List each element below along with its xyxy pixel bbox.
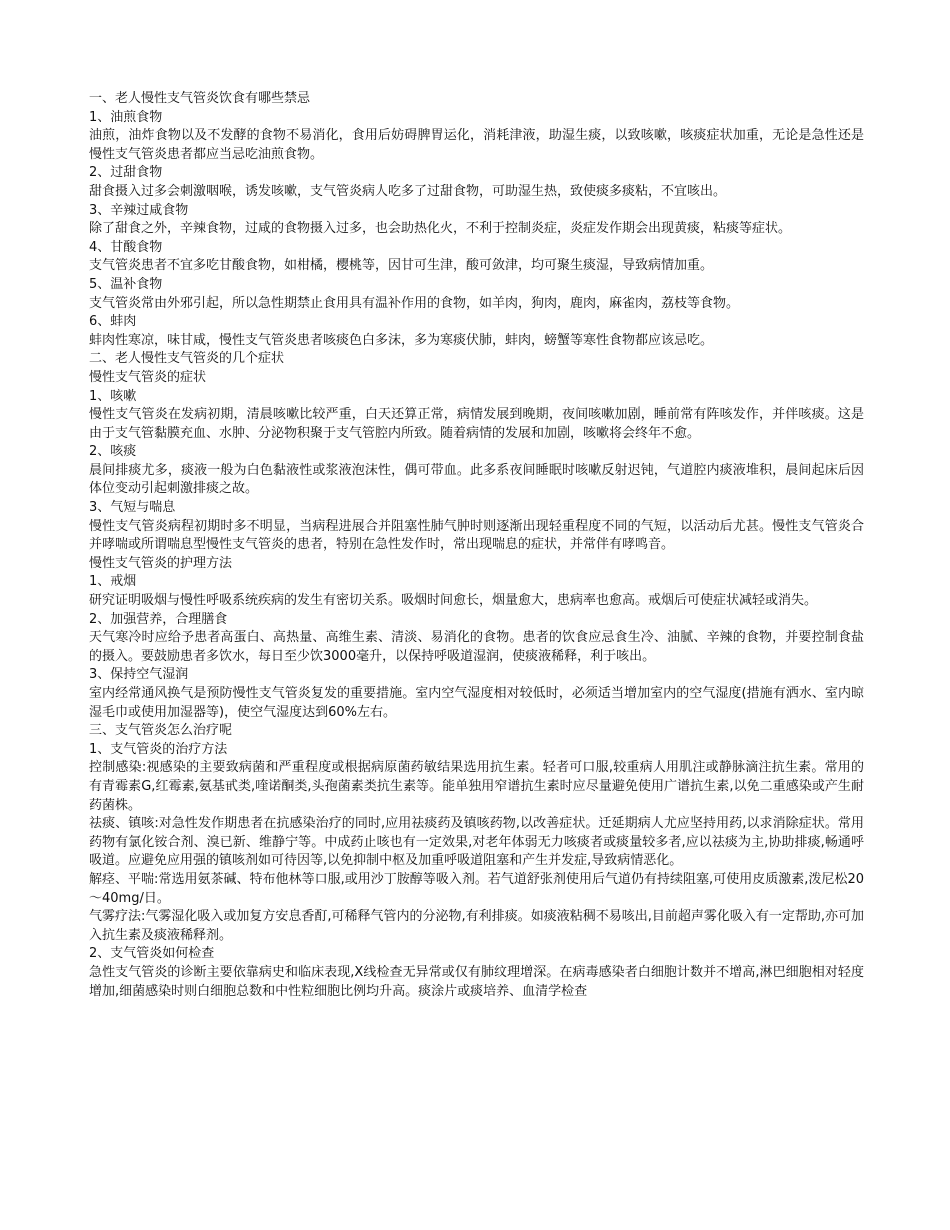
- subheading-cough: 1、咳嗽: [89, 388, 137, 404]
- heading-section-2: 二、老人慢性支气管炎的几个症状: [89, 351, 285, 367]
- paragraph-spicy-salty-food: 除了甜食之外，辛辣食物，过咸的食物摄入过多，也会助热化火，不利于控制炎症，炎症发作期会出现黄痰，粘痰等症状。: [89, 221, 792, 237]
- subheading-humidity: 3、保持空气湿润: [89, 667, 189, 683]
- subheading-shortness-of-breath: 3、气短与喘息: [89, 500, 176, 516]
- paragraph-nutrition: 天气寒冷时应给予患者高蛋白、高热量、高维生素、清淡、易消化的食物。患者的饮食应忌食生冷、油腻、辛辣的食物，并要控制食盐的摄入。要鼓励患者多饮水，每日至少饮3000毫升，以保持呼吸道湿润，使痰液稀释，利于咳出。: [89, 630, 864, 664]
- paragraph-antispasmodic: 解痉、平喘:常选用氨茶碱、特布他林等口服,或用沙丁胺醇等吸入剂。若气道舒张剂使用后气道仍有持续阻塞,可使用皮质激素,泼尼松20～40mg/日。: [89, 871, 864, 906]
- paragraph-cough: 慢性支气管炎在发病初期，清晨咳嗽比较严重，白天还算正常，病情发展到晚期，夜间咳嗽加剧，睡前常有阵咳发作，并伴咳痰。这是由于支气管黏膜充血、水肿、分泌物积聚于支气管腔内所致。随着病情的发展和加剧，咳嗽将会终年不愈。: [89, 407, 864, 441]
- subheading-warming-food: 5、温补食物: [89, 276, 163, 292]
- subheading-treatment-methods: 1、支气管炎的治疗方法: [89, 741, 228, 757]
- paragraph-sweet-food: 甜食摄入过多会刺激咽喉，诱发咳嗽，支气管炎病人吃多了过甜食物，可助湿生热，致使痰多痰粘，不宜咳出。: [89, 183, 727, 199]
- paragraph-aerosol-therapy: 气雾疗法:气雾湿化吸入或加复方安息香酊,可稀释气管内的分泌物,有利排痰。如痰液粘稠不易咳出,目前超声雾化吸入有一定帮助,亦可加入抗生素及痰液稀释剂。: [89, 909, 864, 943]
- paragraph-quit-smoking: 研究证明吸烟与慢性呼吸系统疾病的发生有密切关系。吸烟时间愈长，烟量愈大，患病率也愈高。戒烟后可使症状减轻或消失。: [89, 593, 818, 609]
- paragraph-examination: 急性支气管炎的诊断主要依靠病史和临床表现,X线检查无异常或仅有肺纹理增深。在病毒感染者白细胞计数并不增高,淋巴细胞相对轻度增加,细菌感染时则白细胞总数和中性粒细胞比例均升高。痰涂片或痰培养、血清学检查: [89, 964, 864, 999]
- subheading-nutrition: 2、加强营养，合理膳食: [89, 611, 228, 627]
- paragraph-sputum: 晨间排痰尤多，痰液一般为白色黏液性或浆液泡沫性，偶可带血。此多系夜间睡眠时咳嗽反射迟钝，气道腔内痰液堆积，晨间起床后因体位变动引起刺激排痰之故。: [89, 462, 864, 497]
- subheading-sweet-food: 2、过甜食物: [89, 165, 163, 181]
- paragraph-clam-meat: 蚌肉性寒凉，味甘咸，慢性支气管炎患者咳痰色白多沫，多为寒痰伏肺，蚌肉，螃蟹等寒性食物都应该忌吃。: [89, 332, 714, 348]
- paragraph-sweet-sour-food: 支气管炎患者不宜多吃甘酸食物，如柑橘，樱桃等，因甘可生津，酸可敛津，均可聚生痰湿，导致病情加重。: [89, 258, 714, 274]
- subheading-clam-meat: 6、蚌肉: [89, 314, 137, 330]
- paragraph-fried-food: 油煎，油炸食物以及不发酵的食物不易消化，食用后妨碍脾胃运化，消耗津液，助湿生痰，以致咳嗽，咳痰症状加重，无论是急性还是慢性支气管炎患者都应当忌吃油煎食物。: [89, 128, 864, 162]
- subheading-fried-food: 1、油煎食物: [89, 109, 163, 125]
- document-body: [89, 90, 864, 1001]
- paragraph-warming-food: 支气管炎常由外邪引起，所以急性期禁止食用具有温补作用的食物，如羊肉，狗肉，鹿肉，麻雀肉，荔枝等食物。: [89, 295, 740, 311]
- subheading-examination: 2、支气管炎如何检查: [89, 946, 215, 962]
- paragraph-infection-control: 控制感染:视感染的主要致病菌和严重程度或根据病原菌药敏结果选用抗生素。轻者可口服,较重病人用肌注或静脉滴注抗生素。常用的有青霉素G,红霉素,氨基甙类,喹诺酮类,头孢菌素类抗生素等。能单独用窄谱抗生素时应尽量避免使用广谱抗生素,以免二重感染或产生耐药菌株。: [89, 760, 864, 813]
- subheading-quit-smoking: 1、戒烟: [89, 574, 137, 590]
- subheading-sweet-sour-food: 4、甘酸食物: [89, 239, 163, 255]
- subheading-sputum: 2、咳痰: [89, 444, 137, 460]
- subheading-symptoms: 慢性支气管炎的症状: [89, 369, 207, 385]
- heading-section-3: 三、支气管炎怎么治疗呢: [89, 723, 233, 739]
- paragraph-shortness-of-breath: 慢性支气管炎病程初期时多不明显，当病程进展合并阻塞性肺气肿时则逐渐出现轻重程度不同的气短，以活动后尤甚。慢性支气管炎合并哮喘或所谓喘息型慢性支气管炎的患者，特别在急性发作时，常出现喘息的症状，并常伴有哮鸣音。: [89, 518, 864, 553]
- heading-section-1: 一、老人慢性支气管炎饮食有哪些禁忌: [89, 91, 311, 106]
- paragraph-humidity: 室内经常通风换气是预防慢性支气管炎复发的重要措施。室内空气湿度相对较低时，必须适当增加室内的空气湿度(措施有洒水、室内晾湿毛巾或使用加湿器等)，使空气湿度达到60%左右。: [89, 686, 864, 720]
- subheading-spicy-salty-food: 3、辛辣过咸食物: [89, 202, 189, 218]
- subheading-care-methods: 慢性支气管炎的护理方法: [89, 555, 233, 571]
- paragraph-expectorant-antitussive: 祛痰、镇咳:对急性发作期患者在抗感染治疗的同时,应用祛痰药及镇咳药物,以改善症状。迁延期病人尤应坚持用药,以求消除症状。常用药物有氯化铵合剂、溴已新、维静宁等。中成药止咳也有一定效果,对老年体弱无力咳痰者或痰量较多者,应以祛痰为主,协助排痰,畅通呼吸道。应避免应用强的镇咳剂如可待因等,以免抑制中枢及加重呼吸道阻塞和产生并发症,导致病情恶化。: [89, 816, 864, 869]
